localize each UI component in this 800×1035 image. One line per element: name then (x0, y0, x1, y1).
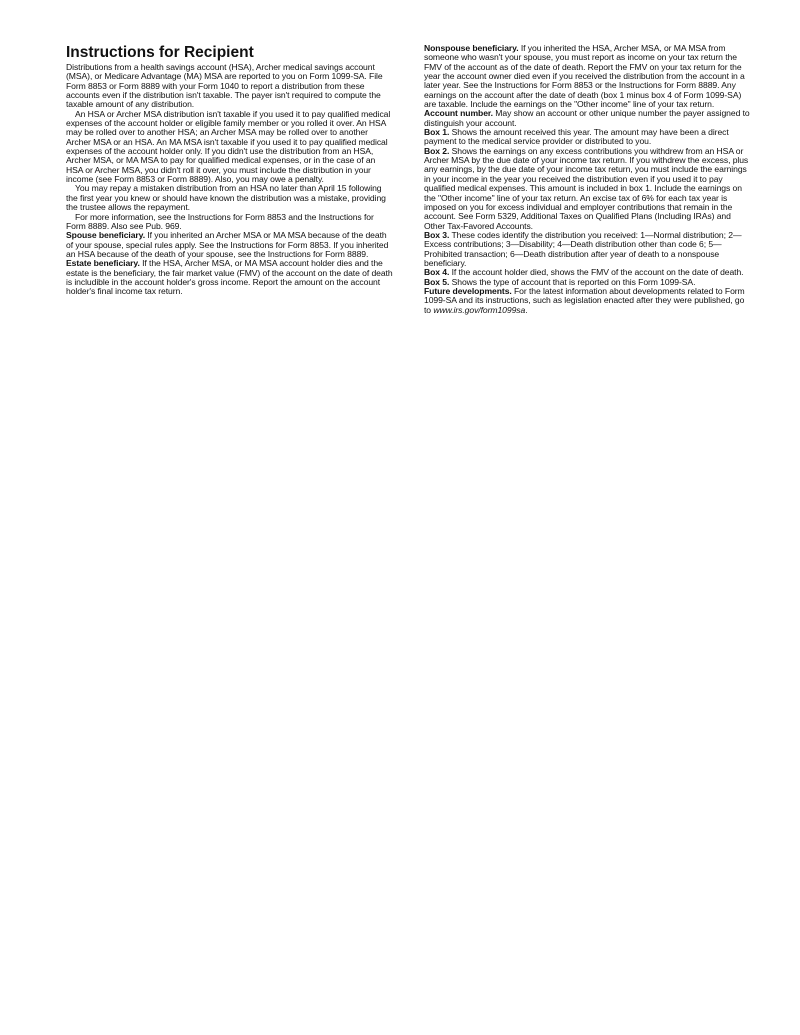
paragraph-text: If the account holder died, shows the FMV of the account on the date of death. (449, 267, 744, 278)
irs-link[interactable]: www.irs.gov/form1099sa (433, 304, 526, 315)
paragraph-mistaken-distribution (66, 184, 394, 212)
paragraph-heading: Box 2. (424, 145, 450, 156)
paragraph-text: May show an account or other unique number the payer assigned to distinguish your account. (424, 108, 750, 128)
paragraph-box-2 (424, 147, 752, 231)
paragraph-heading: Box 5. (424, 276, 450, 287)
paragraph-text: For more information, see the Instructions for Form 8853 and the Instructions for Form 8889. Also see Pub. 969. (66, 211, 374, 231)
left-column (66, 44, 394, 297)
paragraph-account-number (424, 109, 752, 128)
paragraph-heading: Box 3. (424, 229, 450, 240)
paragraph-heading: Box 1. (424, 127, 450, 138)
paragraph-future-developments (424, 287, 752, 315)
paragraph-text: An HSA or Archer MSA distribution isn't taxable if you used it to pay qualified medical expenses of the account holder or eligible family member or you rolled it over. An HSA may be rolled over to another HSA; an Archer MSA may be rolled over to another Archer MSA or an HSA. An MA MSA isn't taxable if you used it to pay qualified medical expenses of the account holder only. If you didn't use the distribution from an HSA, Archer MSA, or MA MSA to pay for qualified medical expenses, or in the case of an HSA or Archer MSA, you didn't roll it over, you must include the distribution in your income (see Form 8853 or Form 8889). Also, you may owe a penalty. (66, 108, 391, 185)
paragraph-taxability (66, 110, 394, 185)
paragraph-text: These codes identify the distribution you received: 1—Normal distribution; 2—Excess contributions; 3—Disability; 4—Death distribution other than code 6; 5—Prohibited transaction; 6—Death distribution after year of death to a nonspouse beneficiary. (424, 229, 742, 268)
paragraph-nonspouse-beneficiary (424, 44, 752, 109)
paragraph-heading: Spouse beneficiary. (66, 230, 146, 241)
paragraph-more-information (66, 213, 394, 232)
paragraph-text: You may repay a mistaken distribution from an HSA no later than April 15 following the first year you knew or should have known the distribution was a mistake, providing the trustee allows the repayment. (66, 183, 386, 213)
paragraph-text: For the latest information about developments related to Form 1099-SA and its instructions, such as legislation enacted after they were published, go to (424, 285, 745, 315)
paragraph-estate-beneficiary (66, 259, 394, 296)
paragraph-heading: Account number. (424, 108, 493, 119)
paragraph-text: Shows the earnings on any excess contributions you withdrew from an HSA or Archer MSA by the due date of your income tax return. If you withdrew the excess, plus any earnings, by the due date of your income tax return, you must include the earnings in your income in the year you received the distribution even if you used it to pay qualified medical expenses. This amount is included in box 1. Include the earnings on the "Other income" line of your tax return. An excise tax of 6% for each tax year is imposed on you for excess individual and employer contributions that remain in the account. See Form 5329, Additional Taxes on Qualified Plans (Including IRAs) and Other Tax-Favored Accounts. (424, 145, 749, 231)
paragraph-text: If the HSA, Archer MSA, or MA MSA account holder dies and the estate is the beneficiary, the fair market value (FMV) of the account on the date of death is includible in the account holder's gross income. Report the amount on the account holder's final income tax return. (66, 258, 393, 297)
paragraph-text: If you inherited the HSA, Archer MSA, or MA MSA from someone who wasn't your spouse, you must report as income on your tax return the FMV of the account as of the date of death. Report the FMV on your tax return for the year the account owner died even if you received the distribution from the account in a later year. See the Instructions for Form 8853 or the Instructions for Form 8889. Any earnings on the account after the date of death (box 1 minus box 4 of Form 1099-SA) are taxable. Include the earnings on the "Other income" line of your tax return. (424, 43, 745, 110)
page-title: Instructions for Recipient (66, 44, 254, 61)
paragraph-tail: . (525, 304, 528, 315)
paragraph-spouse-beneficiary (66, 231, 394, 259)
right-column (424, 44, 752, 315)
paragraph-heading: Future developments. (424, 285, 512, 296)
paragraph-heading: Box 4. (424, 267, 450, 278)
paragraph-box-1 (424, 128, 752, 147)
paragraph-heading: Estate beneficiary. (66, 258, 140, 269)
paragraph-intro (66, 63, 394, 110)
paragraph-text: If you inherited an Archer MSA or MA MSA because of the death of your spouse, special rules apply. See the Instructions for Form 8853. If you inherited an HSA because of the death of your spouse, see the Instructions for Form 8889. (66, 230, 389, 259)
paragraph-text: Shows the type of account that is reported on this Form 1099-SA. (449, 276, 696, 287)
paragraph-text: Shows the amount received this year. The amount may have been a direct payment to the medical service provider or distributed to you. (424, 127, 729, 147)
paragraph-text: Distributions from a health savings account (HSA), Archer medical savings account (MSA), or Medicare Advantage (MA) MSA are reported to you on Form 1099-SA. File Form 8853 or Form 8889 with your Form 1040 to report a distribution from these accounts even if the distribution isn't taxable. The payer isn't required to compute the taxable amount of any distribution. (66, 62, 383, 110)
paragraph-heading: Nonspouse beneficiary. (424, 43, 519, 53)
paragraph-box-3 (424, 231, 752, 268)
